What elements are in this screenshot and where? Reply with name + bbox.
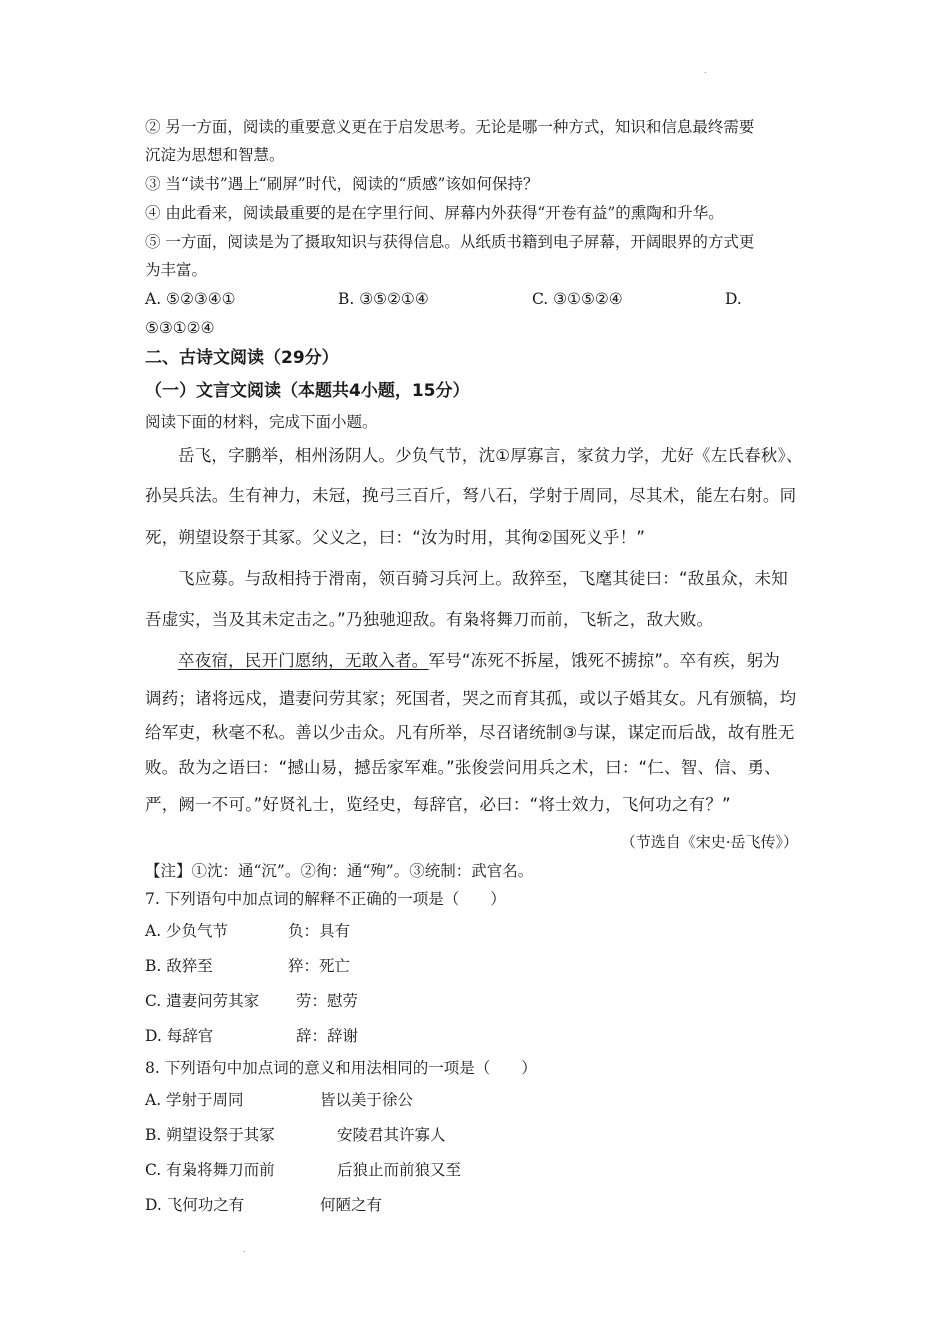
corner-mark: . xyxy=(704,66,707,75)
q7-option-c: C. 遣妻问劳其家 xyxy=(145,992,260,1010)
passage-line-2: 孙吴兵法。生有神力，未冠，挽弓三百斤，弩八石，学射于周同，尽其术，能左右射。同 xyxy=(145,486,797,505)
sentence-3: ③ 当“读书”遇上“刷屏”时代，阅读的“质感”该如何保持？ xyxy=(145,175,539,193)
option-b: B. ③⑤②①④ xyxy=(338,290,429,308)
question-8-stem: 8. 下列语句中加点词的意义和用法相同的一项是（ ） xyxy=(145,1059,537,1077)
passage-line-7: 调药；诸将远戍，遣妻问劳其家；死国者，哭之而育其孤，或以子婚其女。凡有颁犒，均 xyxy=(145,689,797,708)
passage-line-6 xyxy=(178,650,780,672)
q7-option-b: B. 敌猝至 xyxy=(145,957,213,975)
q7-option-a: A. 少负气节 xyxy=(145,922,229,940)
option-a: A. ⑤②③④① xyxy=(145,290,236,308)
q8-option-d: D. 飞何功之有 xyxy=(145,1196,245,1214)
option-d: D. xyxy=(725,290,742,308)
instruction: 阅读下面的材料，完成下面小题。 xyxy=(145,413,378,431)
passage-line-6-rest: 军号“冻死不拆屋，饿死不掳掠”。卒有疾，躬为 xyxy=(428,651,780,670)
question-7-stem: 7. 下列语句中加点词的解释不正确的一项是（ ） xyxy=(145,890,506,908)
sentence-2-line-2: 沉淀为思想和智慧。 xyxy=(145,146,285,164)
option-c: C. ③①⑤②④ xyxy=(532,290,623,308)
q7-option-d-gloss: 辞：辞谢 xyxy=(296,1027,359,1045)
q8-option-b-compare: 安陵君其许寡人 xyxy=(337,1126,446,1144)
q7-option-d: D. 每辞官 xyxy=(145,1027,214,1045)
option-d-value: ⑤③①②④ xyxy=(145,319,215,337)
passage-line-5: 吾虚实，当及其未定击之。”乃独驰迎敌。有枭将舞刀而前，飞斩之，敌大败。 xyxy=(145,610,714,629)
q7-option-a-gloss: 负：具有 xyxy=(288,922,351,940)
subsection-title: （一）文言文阅读（本题共4小题，15分） xyxy=(145,381,470,401)
q8-option-a-compare: 皆以美于徐公 xyxy=(320,1091,414,1109)
footer-mark: . xyxy=(243,1245,246,1254)
passage-line-10: 严，阙一不可。”好贤礼士，览经史，每辞官，必曰：“将士效力，飞何功之有？” xyxy=(145,795,731,814)
sentence-2-line-1: ② 另一方面，阅读的重要意义更在于启发思考。无论是哪一种方式，知识和信息最终需要 xyxy=(145,118,755,136)
sentence-5-line-2: 为丰富。 xyxy=(145,261,208,279)
q7-option-b-gloss: 猝：死亡 xyxy=(288,957,351,975)
section-title: 二、古诗文阅读（29分） xyxy=(145,348,339,368)
q7-option-c-gloss: 劳：慰劳 xyxy=(296,992,359,1010)
passage-line-1: 岳飞，字鹏举，相州汤阴人。少负气节，沈①厚寡言，家贫力学，尤好《左氏春秋》、 xyxy=(178,446,803,465)
passage-line-3: 死，朔望设祭于其冢。父义之，曰：“汝为时用，其徇②国死义乎！” xyxy=(145,528,646,547)
q8-option-d-compare: 何陋之有 xyxy=(320,1196,383,1214)
q8-option-c-compare: 后狼止而前狼又至 xyxy=(337,1161,462,1179)
passage-source: （节选自《宋史·岳飞传》） xyxy=(620,833,798,851)
q8-option-a: A. 学射于周同 xyxy=(145,1091,244,1109)
passage-line-8: 给军吏，秋毫不私。善以少击众。凡有所举，尽召诸统制③与谋，谋定而后战，故有胜无 xyxy=(145,723,795,742)
underlined-sentence: 卒夜宿，民开门愿纳，无敢入者。 xyxy=(178,651,429,670)
sentence-5-line-1: ⑤ 一方面，阅读是为了摄取知识与获得信息。从纸质书籍到电子屏幕，开阔眼界的方式更 xyxy=(145,233,755,251)
q8-option-c: C. 有枭将舞刀而前 xyxy=(145,1161,275,1179)
passage-note: 【注】①沈：通“沉”。②徇：通“殉”。③统制：武官名。 xyxy=(145,862,534,880)
passage-line-4: 飞应募。与敌相持于滑南，领百骑习兵河上。敌猝至，飞麾其徒曰：“敌虽众，未知 xyxy=(178,569,788,588)
passage-line-9: 败。敌为之语曰：“撼山易，撼岳家军难。”张俊尝问用兵之术，曰：“仁、智、信、勇、 xyxy=(145,758,781,777)
sentence-4: ④ 由此看来，阅读最重要的是在字里行间、屏幕内外获得“开卷有益”的熏陶和升华。 xyxy=(145,204,724,222)
q8-option-b: B. 朔望设祭于其冢 xyxy=(145,1126,275,1144)
